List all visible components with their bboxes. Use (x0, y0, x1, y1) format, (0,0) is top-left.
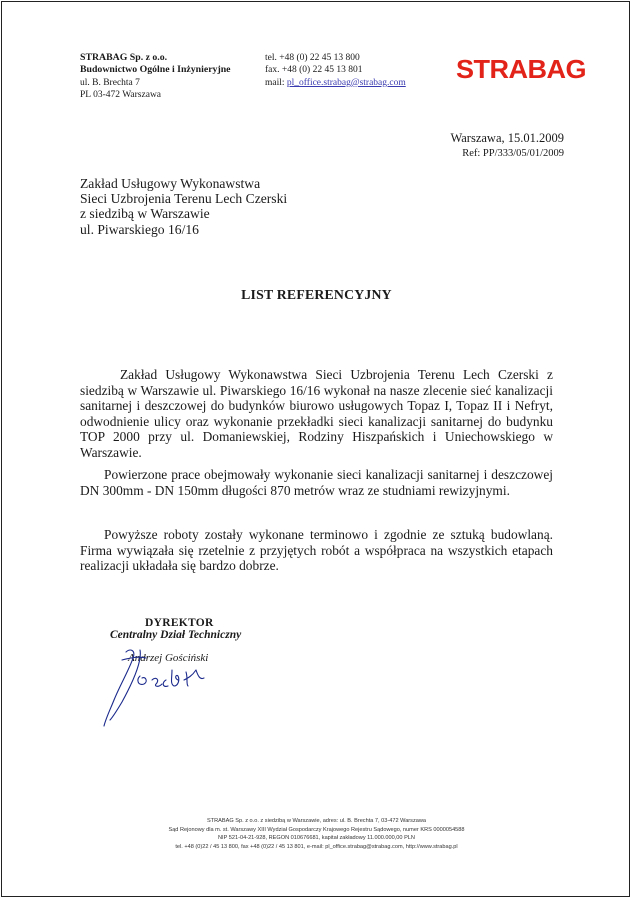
body-paragraph-3: Powyższe roboty zostały wykonane terminowo i zgodnie ze sztuką budowlaną. Firma wywiązała się rzetelnie z przyjętych robót a współpraca na wszystkich etapach realizacji układała się bardzo dobrze. (80, 527, 553, 574)
fax-number: fax. +48 (0) 22 45 13 801 (265, 65, 363, 76)
date-reference-block (450, 131, 564, 161)
email-link[interactable]: pl_office.strabag@strabag.com (286, 77, 406, 88)
body-paragraph-1: Zakład Usługowy Wykonawstwa Sieci Uzbrojenia Terenu Lech Czerski z siedzibą w Warszawie ul. Piwarskiego 16/16 wykonał na nasze zlecenie sieć kanalizacji sanitarnej i deszczowej do budynków biurowo usługowych Topaz I, Topaz II i Nefryt, odwodnienie ulicy oraz wykonanie przekładki sieci kanalizacji sanitarnej do budynku TOP 2000 przy ul. Domaniewskiej, Rodziny Hiszpańskich i Uniechowskiego w Warszawie. (80, 367, 553, 460)
email-line (265, 77, 406, 89)
recipient-line: z siedzibą w Warszawie (80, 206, 210, 222)
document-title: LIST REFERENCYJNY (241, 287, 392, 302)
contact-block (265, 52, 406, 89)
signatory-title: DYREKTOR (145, 617, 214, 629)
footer-line: STRABAG Sp. z o.o. z siedzibą w Warszawie, adres: ul. B. Brechta 7, 03-472 Warszawa (206, 818, 427, 824)
handwritten-signature (100, 640, 230, 730)
footer-line: Sąd Rejonowy dla m. st. Warszawy XIII Wydział Gospodarczy Krajowego Rejestru Sądowego, numer KRS 0000054588 (168, 826, 465, 833)
company-address-block (80, 52, 231, 102)
body-paragraph-2: Powierzone prace obejmowały wykonanie sieci kanalizacji sanitarnej i deszczowej DN 300mm - DN 150mm długości 870 metrów wraz ze studniami rewizyjnymi. (80, 467, 553, 498)
place-date: Warszawa, 15.01.2009 (450, 131, 564, 145)
footer-line: tel. +48 (0)22 / 45 13 800, fax +48 (0)22 / 45 13 801, e-mail: pl_office.strabag@strabag.com, http://www.strabag.pl (175, 843, 458, 850)
company-name: STRABAG Sp. z o.o. (80, 52, 168, 63)
footer-legal-info (0, 817, 633, 851)
strabag-logo: STRABAG (456, 54, 587, 84)
reference-number: Ref: PP/333/05/01/2009 (462, 148, 564, 159)
footer-line: NIP 521-04-21-928, REGON 010676681, kapitał zakładowy 11.000.000,00 PLN (218, 835, 415, 842)
recipient-line: Sieci Uzbrojenia Terenu Lech Czerski (80, 191, 288, 207)
company-division: Budownictwo Ogólne i Inżynieryjne (80, 64, 231, 76)
address-street: ul. B. Brechta 7 (80, 77, 140, 88)
recipient-line: Zakład Usługowy Wykonawstwa (80, 176, 261, 191)
recipient-line: ul. Piwarskiego 16/16 (80, 221, 199, 237)
signatory-name-stamp: Andrzej Gościński (128, 652, 209, 664)
recipient-address (80, 176, 287, 237)
address-city: PL 03-472 Warszawa (80, 90, 162, 101)
phone-number: tel. +48 (0) 22 45 13 800 (265, 53, 360, 63)
mail-prefix: mail: (265, 77, 287, 88)
signatory-department: Centralny Dział Techniczny (110, 629, 242, 641)
